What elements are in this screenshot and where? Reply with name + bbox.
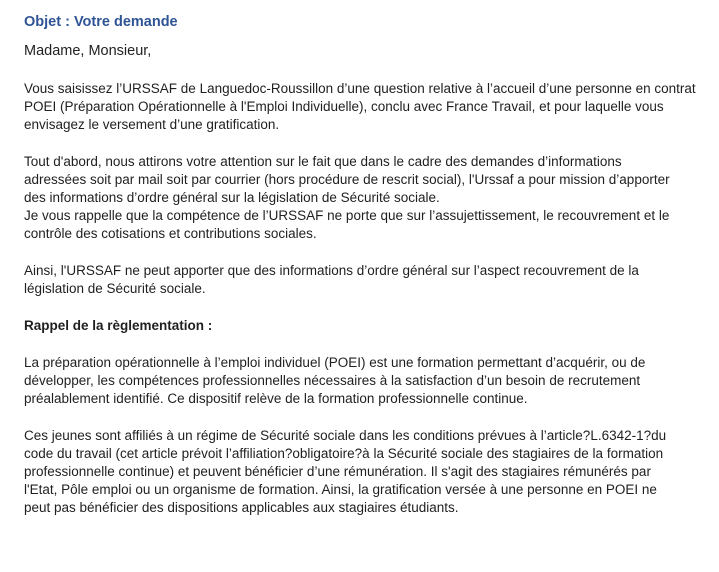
- paragraph-line: préalablement identifié. Ce dispositif relève de la formation professionnelle continue.: [24, 391, 528, 406]
- paragraph-line: professionnelle continue) et peuvent bénéficier d’une rémunération. Il s'agit des stagiaires rémunérés par: [24, 464, 651, 479]
- paragraph-line: POEI (Préparation Opérationnelle à l'Emploi Individuelle), conclu avec France Travail, et pour laquelle vous: [24, 99, 664, 114]
- paragraph-line: l'Etat, Pôle emploi ou un organisme de formation. Ainsi, la gratification versée à une personne en POEI ne: [24, 482, 657, 497]
- paragraph-line: Ainsi, l'URSSAF ne peut apporter que des informations d’ordre général sur l’aspect recouvrement de la: [24, 263, 639, 278]
- paragraph-request: [24, 80, 704, 134]
- paragraph-line: peut pas bénéficier des dispositions applicables aux stagiaires étudiants.: [24, 500, 459, 515]
- paragraph-information-scope: [24, 153, 704, 243]
- paragraph-line: des informations d’ordre général sur la législation de Sécurité sociale.: [24, 190, 440, 205]
- paragraph-poei-definition: [24, 354, 704, 408]
- paragraph-line: envisagez le versement d’une gratification.: [24, 117, 280, 132]
- section-title-regulation: Rappel de la règlementation :: [24, 318, 213, 333]
- letter-subject: Objet : Votre demande: [24, 14, 178, 30]
- paragraph-line: adressées soit par mail soit par courrier (hors procédure de rescrit social), l'Urssaf a pour mission d’apporter: [24, 172, 670, 187]
- paragraph-affiliation: [24, 427, 704, 517]
- paragraph-line: Tout d'abord, nous attirons votre attention sur le fait que dans le cadre des demandes d’informations: [24, 154, 622, 169]
- paragraph-line: Vous saisissez l’URSSAF de Languedoc-Roussillon d’une question relative à l’accueil d’une personne en contrat: [24, 81, 696, 96]
- paragraph-line: code du travail (cet article prévoit l’affiliation?obligatoire?à la Sécurité sociale des stagiaires de la formation: [24, 446, 664, 461]
- paragraph-line: contrôle des cotisations et contributions sociales.: [24, 226, 317, 241]
- paragraph-line: Ces jeunes sont affiliés à un régime de Sécurité sociale dans les conditions prévues à l’article?L.6342-1?du: [24, 428, 667, 443]
- letter-document: [24, 12, 704, 536]
- letter-greeting: Madame, Monsieur,: [24, 43, 152, 59]
- paragraph-line: développer, les compétences professionnelles nécessaires à la satisfaction d’un besoin de recrutement: [24, 373, 641, 388]
- paragraph-line: législation de Sécurité sociale.: [24, 281, 206, 296]
- paragraph-line: Je vous rappelle que la compétence de l’URSSAF ne porte que sur l’assujettissement, le recouvrement et le: [24, 208, 670, 223]
- paragraph-line: La préparation opérationnelle à l’emploi individuel (POEI) est une formation permettant d’acquérir, ou de: [24, 355, 646, 370]
- paragraph-general-info: [24, 262, 704, 298]
